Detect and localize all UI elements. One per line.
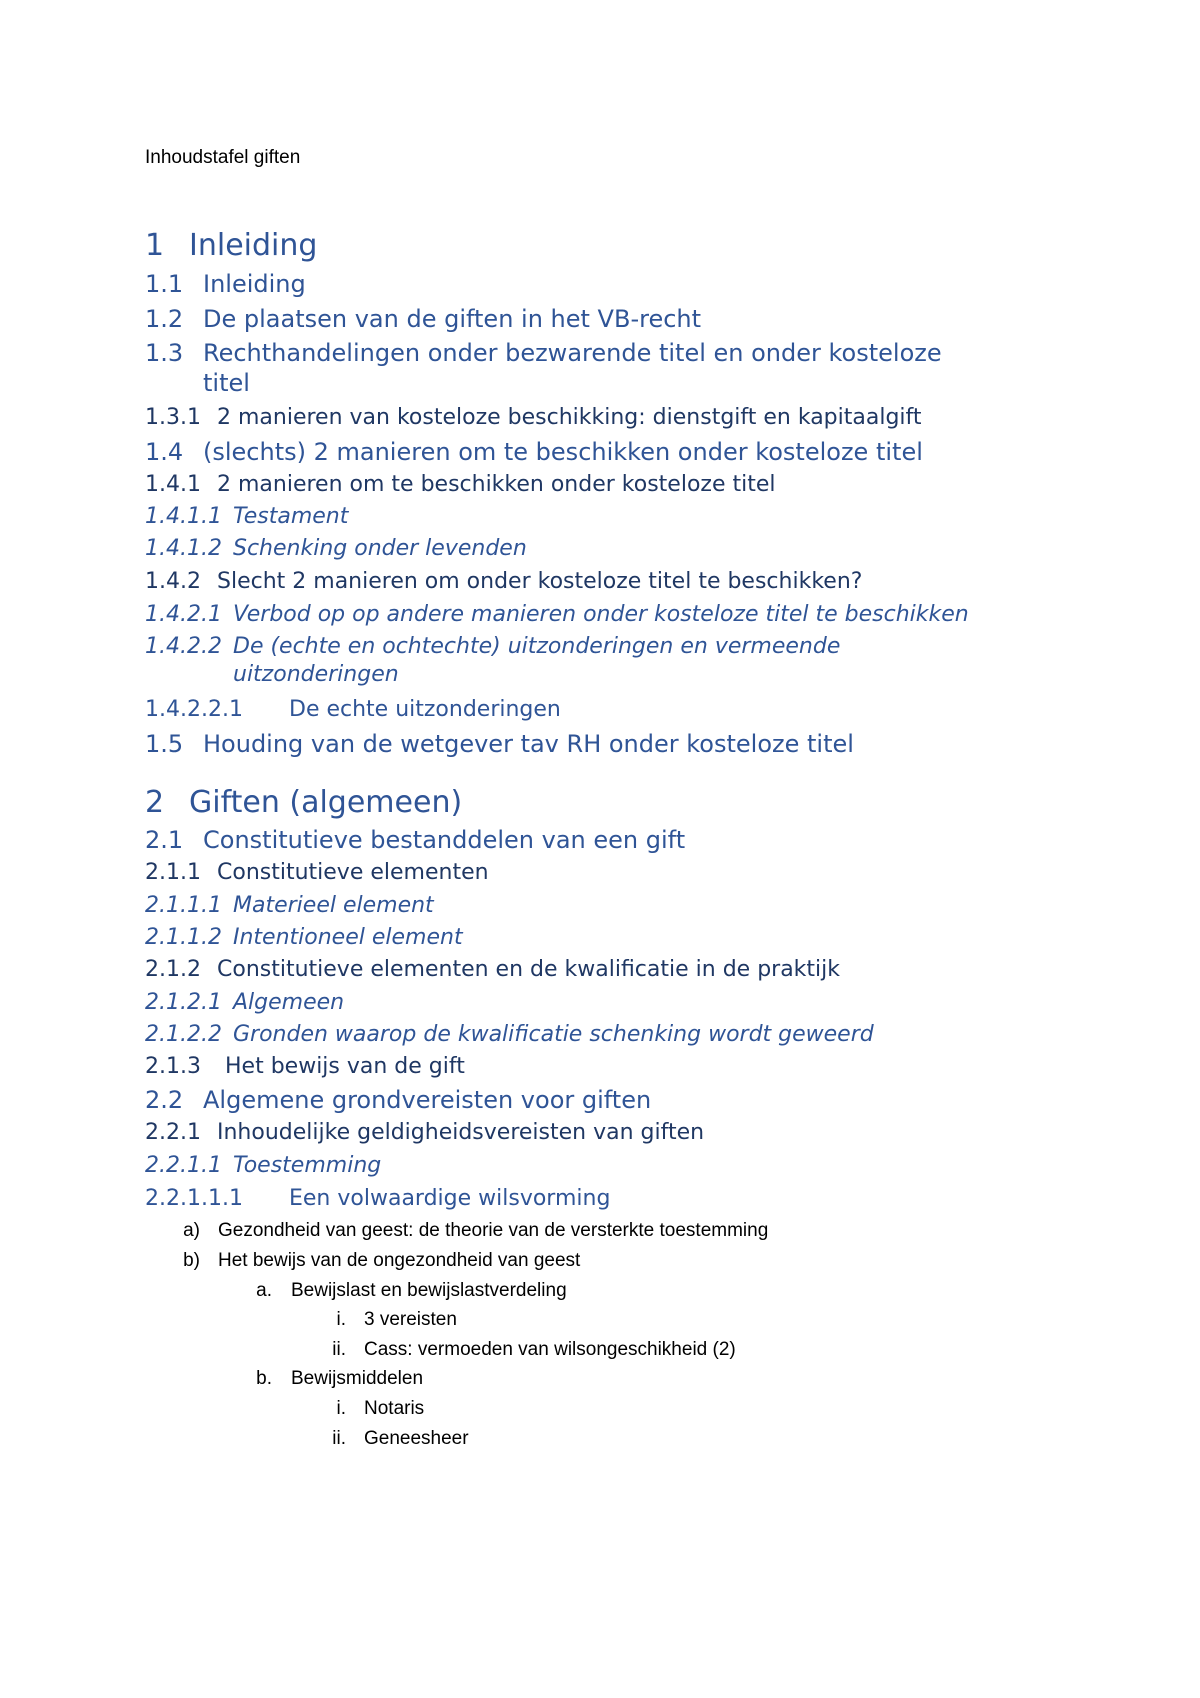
document-title: Inhoudstafel giften (145, 147, 301, 168)
toc-heading-2-continuation: titel (203, 369, 250, 397)
document-page: Inhoudstafel giften 1 Inleiding 1.1 Inleiding 1.2 De plaatsen van de giften in het VB-recht 1.3 Rechthandelingen onder bezwarende titel en onder kosteloze titel 1.3.1 2 manieren van kosteloze beschikking: dienstgift en kapitaalgift 1.4 (slechts) 2 manieren om te beschikken onder kosteloze titel 1.4.1 2 manieren om te beschikken onder kosteloze titel 1.4.1.1 Testament 1.4.1.2 Schenking onder levenden 1.4.2 Slecht 2 manieren om onder kosteloze titel te beschikken? 1.4.2.1 Verbod op op andere manieren onder kosteloze titel te beschikken 1.4.2.2 De (echte en ochtechte) uitzonderingen en vermeende uitzonderingen 1.4.2.2.1 De echte uitzonderingen 1.5 Houding van de wetgever tav RH onder kosteloze titel 2 Giften (algemeen) 2.1 Constitutieve bestanddelen van een gift 2.1.1 Constitutieve elementen 2.1.1.1 Materieel element 2.1.1.2 Intentioneel element 2.1.2 Constitutieve elementen en de kwalificatie in de praktijk 2.1.2.1 Algemeen 2.1.2.2 Gronden waarop de kwalificatie schenking wordt geweerd 2.1.3 Het bewijs van de gift 2.2 Algemene grondvereisten voor giften 2.2.1 Inhoudelijke geldigheidsvereisten van giften 2.2.1.1 Toestemming 2.2.1.1.1 Een volwaardige wilsvorming a) Gezondheid van geest: de theorie van de versterkte toestemming b) Het bewijs van de ongezondheid van geest a. Bewijslast en bewijslastverdeling i. 3 vereisten ii. Cass: vermoeden van wilsongeschikheid (2) b. Bewijsmiddelen i. Notaris ii. Geneesheer (0, 0, 1200, 1698)
toc-heading-4-continuation: uitzonderingen (233, 662, 399, 687)
